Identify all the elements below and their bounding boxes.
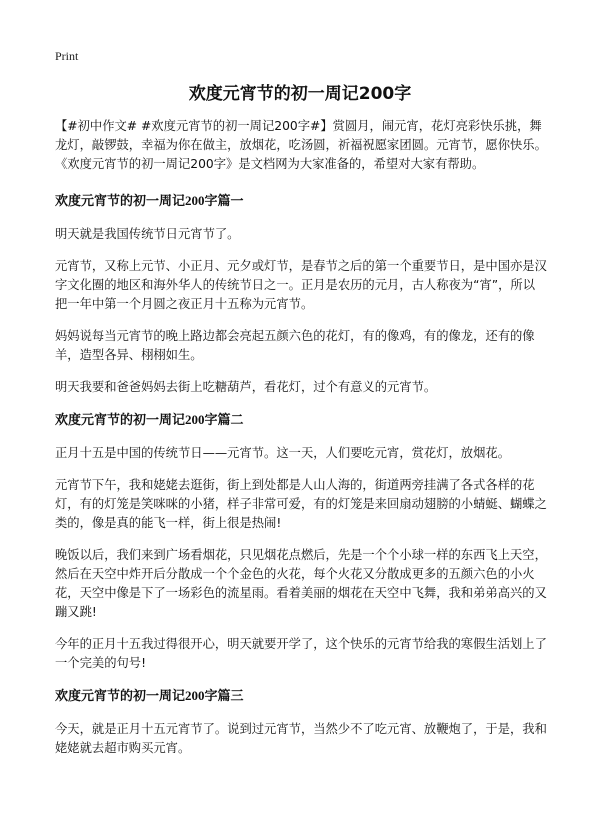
- print-label: Print: [55, 49, 79, 63]
- section-heading: 欢度元宵节的初一周记200字篇三: [55, 688, 244, 703]
- section-1: [55, 191, 547, 397]
- section-paragraph: 明天我要和爸爸妈妈去街上吃糖葫芦，看花灯，过个有意义的元宵节。: [55, 380, 437, 394]
- section-paragraph: 元宵节，又称上元节、小正月、元夕或灯节，是春节之后的第一个重要节日，是中国亦是汉字文化圈的地区和海外华人的传统节日之一。正月是农历的元月，古人称夜为“宵”，所以把一年中第一个月圆之夜正月十五称为元宵节。: [55, 259, 547, 311]
- section-paragraph: 元宵节下午，我和姥姥去逛街，街上到处都是人山人海的，街道两旁挂满了各式各样的花灯，有的灯笼是笑咪咪的小猪，样子非常可爱，有的灯笼是来回扇动翅膀的小蜻蜓、蝴蝶之类的，像是真的能飞一样，街上很是热闹!: [55, 478, 547, 530]
- section-paragraph: 正月十五是中国的传统节日——元宵节。这一天，人们要吃元宵，赏花灯，放烟花。: [55, 446, 510, 460]
- section-3: [55, 686, 547, 758]
- section-heading: 欢度元宵节的初一周记200字篇一: [55, 193, 244, 208]
- section-paragraph: 妈妈说每当元宵节的晚上路边都会亮起五颜六色的花灯，有的像鸡，有的像龙，还有的像羊，造型各异、栩栩如生。: [55, 329, 535, 362]
- section-paragraph: 明天就是我国传统节日元宵节了。: [55, 227, 240, 241]
- section-paragraph: 今天，就是正月十五元宵节了。说到过元宵节，当然少不了吃元宵、放鞭炮了，于是，我和姥姥就去超市购买元宵。: [55, 722, 547, 755]
- intro-paragraph: 【#初中作文# #欢度元宵节的初一周记200字#】赏圆月，闹元宵，花灯亮彩快乐挑，舞龙灯，敲锣鼓，幸福为你在做主，放烟花，吃汤圆，祈福祝愿家团圆。元宵节，愿你快乐。《欢度元宵节的初一周记200字》是文档网为大家准备的，希望对大家有帮助。: [55, 119, 547, 171]
- document-title: 欢度元宵节的初一周记200字: [188, 84, 412, 104]
- section-paragraph: 晚饭以后，我们来到广场看烟花，只见烟花点燃后，先是一个个小球一样的东西飞上天空，然后在天空中炸开后分散成一个个金色的火花，每个火花又分散成更多的五颜六色的小火花，天空中像是下了一场彩色的流星雨。看着美丽的烟花在天空中飞舞，我和弟弟高兴的又蹦又跳!: [55, 548, 547, 619]
- document-body: [55, 117, 547, 769]
- section-2: [55, 410, 547, 673]
- section-paragraph: 今年的正月十五我过得很开心，明天就要开学了，这个快乐的元宵节给我的寒假生活划上了一个完美的句号!: [55, 637, 547, 670]
- section-heading: 欢度元宵节的初一周记200字篇二: [55, 412, 244, 427]
